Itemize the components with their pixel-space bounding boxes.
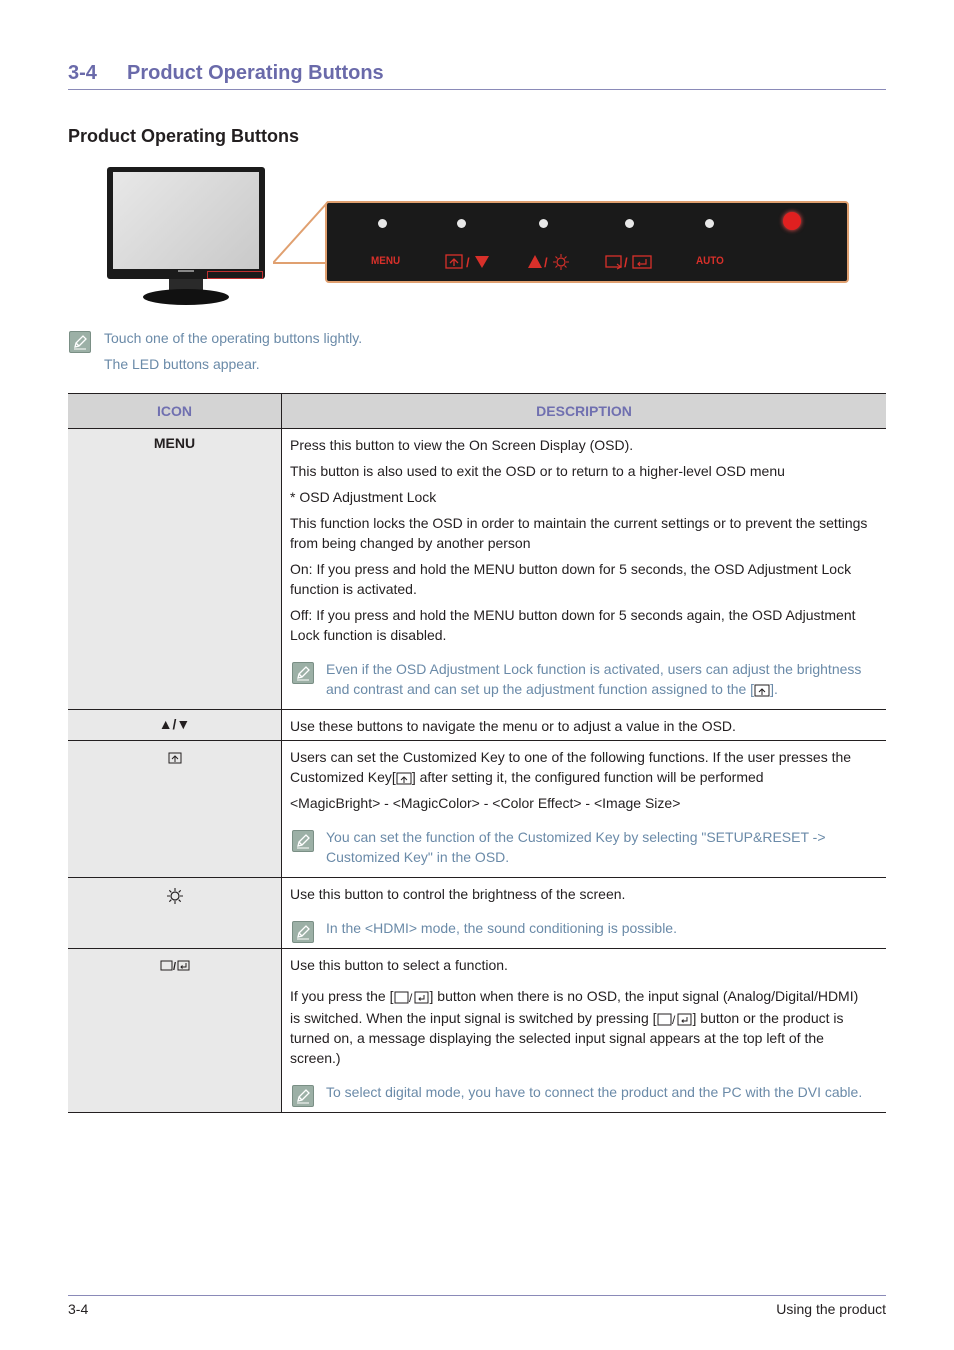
custom-down-panel-icon [445, 253, 491, 271]
row-icon-brightness [68, 878, 282, 949]
custom-desc-2: <MagicBright> - <MagicColor> - <Color Effect> - <Image Size> [290, 795, 681, 811]
source-desc-2a: If you press the [ [290, 988, 394, 1004]
table-row [68, 949, 886, 1113]
footer-chapter: Using the product [776, 1301, 886, 1317]
menu-desc-3: * OSD Adjustment Lock [290, 489, 437, 505]
panel-label-menu: MENU [371, 255, 401, 267]
section-title-text: Product Operating Buttons [127, 62, 384, 84]
section-title [68, 62, 886, 90]
svg-text:/: / [466, 255, 470, 270]
custom-note [290, 827, 878, 867]
row-description [282, 949, 887, 1113]
customized-key-icon [396, 772, 412, 785]
updown-desc-1: Use these buttons to navigate the menu or to adjust a value in the OSD. [290, 718, 736, 734]
note-pencil-icon [292, 662, 314, 684]
led-custom [457, 219, 466, 228]
led-auto [705, 219, 714, 228]
svg-text:/: / [624, 255, 628, 270]
row-icon-source-enter [68, 949, 282, 1113]
menu-desc-4: This function locks the OSD in order to maintain the current settings or to prevent the settings from being changed by another person [290, 515, 868, 551]
brightness-note [290, 918, 878, 938]
led-menu [378, 219, 387, 228]
note-pencil-icon [292, 1085, 314, 1107]
source-desc-2b: ] button when there is no OSD, the input signal (Analog/Digital/HDMI) [429, 988, 859, 1004]
header-icon: ICON [68, 394, 282, 429]
monitor-button-strip [207, 271, 263, 279]
source-enter-icon [394, 990, 430, 1005]
led-up-brightness [539, 219, 548, 228]
page-footer [68, 1295, 886, 1317]
power-led-icon [783, 212, 801, 230]
panel-label-auto: AUTO [696, 255, 724, 267]
product-figure [105, 165, 850, 310]
source-desc-2 [290, 986, 878, 1006]
monitor-illustration [107, 167, 265, 279]
row-description [282, 710, 887, 741]
source-desc-3 [290, 1008, 878, 1068]
source-desc-1: Use this button to select a function. [290, 957, 508, 973]
callout-pointer [273, 201, 329, 265]
sub-title: Product Operating Buttons [68, 126, 299, 146]
custom-desc-1b: ] after setting it, the configured function will be performed [411, 769, 764, 785]
table-row [68, 429, 886, 710]
footer-page-number: 3-4 [68, 1301, 89, 1317]
brightness-icon [167, 888, 183, 904]
menu-note-text-a: Even if the OSD Adjustment Lock function is activated, users can adjust the brightness and contrast and can set up the adjustment function assigned to the [ [326, 661, 862, 697]
custom-desc-1 [290, 747, 878, 787]
menu-note [290, 659, 878, 699]
source-enter-icon [657, 1012, 693, 1027]
header-description: DESCRIPTION [282, 394, 887, 429]
row-description [282, 429, 887, 710]
source-note [290, 1082, 878, 1102]
row-icon-customized-key [68, 741, 282, 878]
source-enter-icon [160, 959, 190, 972]
menu-note-text-b: ]. [770, 681, 778, 697]
row-description [282, 741, 887, 878]
table-row [68, 710, 886, 741]
table-header-row [68, 394, 886, 429]
note-pencil-icon [292, 921, 314, 943]
section-number: 3-4 [68, 62, 97, 84]
custom-note-text: You can set the function of the Customized Key by selecting "SETUP&RESET -> Customized Key" in the OSD. [326, 829, 826, 865]
monitor-base [143, 289, 229, 305]
note-pencil-icon [69, 331, 91, 353]
menu-desc-1: Press this button to view the On Screen Display (OSD). [290, 437, 634, 453]
intro-note-line1: Touch one of the operating buttons lightly. [104, 330, 363, 346]
row-description [282, 878, 887, 949]
brightness-note-text: In the <HDMI> mode, the sound conditioning is possible. [326, 920, 677, 936]
buttons-table [68, 393, 886, 1113]
led-source [625, 219, 634, 228]
monitor-logo [178, 270, 194, 272]
svg-text:/: / [671, 1012, 675, 1027]
row-icon-menu: MENU [68, 429, 282, 710]
svg-text:/: / [544, 255, 548, 270]
menu-desc-6: Off: If you press and hold the MENU button down for 5 seconds again, the OSD Adjustment Lock function is disabled. [290, 607, 856, 643]
menu-desc-5: On: If you press and hold the MENU button down for 5 seconds, the OSD Adjustment Lock function is activated. [290, 561, 852, 597]
row-icon-up-down: ▲/▼ [68, 710, 282, 741]
customized-key-icon [754, 684, 770, 697]
svg-text:/: / [172, 961, 176, 972]
menu-desc-2: This button is also used to exit the OSD or to return to a higher-level OSD menu [290, 463, 785, 479]
table-row [68, 741, 886, 878]
monitor-screen [113, 172, 259, 269]
intro-note-line2: The LED buttons appear. [104, 356, 260, 372]
source-desc-3b: ] button or the product is turned on, a message displaying the selected input signal appears at the top left of the screen.) [290, 1010, 844, 1066]
source-note-text: To select digital mode, you have to connect the product and the PC with the DVI cable. [326, 1084, 863, 1100]
svg-text:/: / [408, 990, 412, 1005]
table-row [68, 878, 886, 949]
up-brightness-panel-icon [527, 253, 573, 271]
customized-key-icon [168, 752, 182, 764]
source-enter-panel-icon [605, 253, 655, 271]
button-panel [325, 201, 849, 283]
brightness-desc-1: Use this button to control the brightness of the screen. [290, 886, 626, 902]
custom-desc-1a: Users can set the Customized Key to one of the following functions. If the user presses the Customized Key[ [290, 749, 852, 785]
note-pencil-icon [292, 830, 314, 852]
source-desc-3a: is switched. When the input signal is switched by pressing [ [290, 1010, 657, 1026]
